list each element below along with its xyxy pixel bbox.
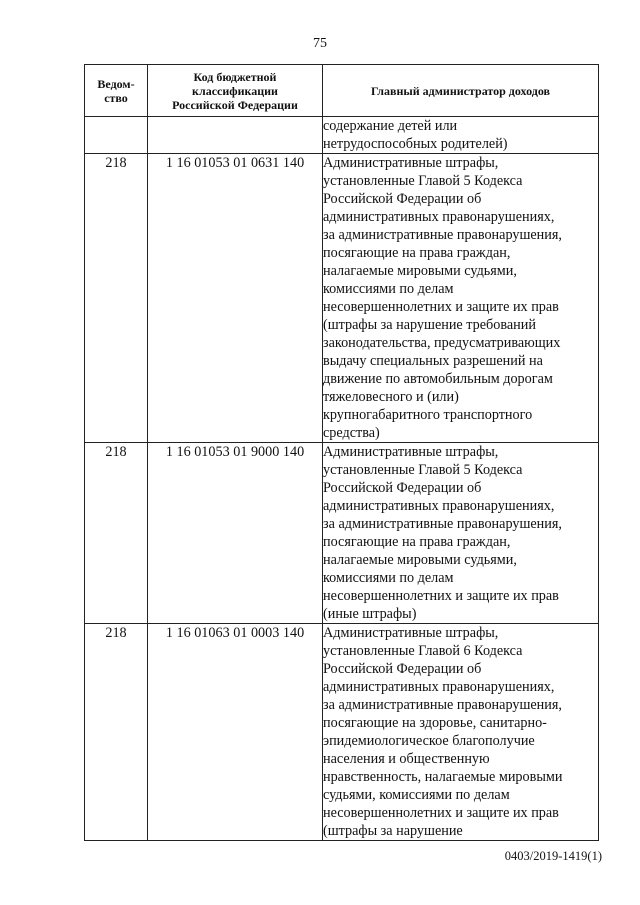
department-cell: 218 [85,154,148,443]
description-line: административных правонарушениях, [323,679,555,695]
description-line: несовершеннолетних и защите их прав [323,805,559,821]
table-row [85,624,599,841]
description-line: Административные штрафы, [323,625,499,641]
header-dept-line: ство [104,90,128,105]
description-line: крупногабаритного транспортного [323,407,533,423]
description-line: эпидемиологическое благополучие [323,733,535,749]
table-row [85,154,599,443]
table-header-row [85,65,599,117]
description-line: Административные штрафы, [323,155,499,171]
description-line: населения и общественную [323,751,490,767]
description-line: административных правонарушениях, [323,498,555,514]
department-cell: 218 [85,443,148,624]
description-line: Российской Федерации об [323,661,482,677]
description-line: посягающие на права граждан, [323,534,511,550]
revenue-description-cell [323,154,599,443]
description-line: установленные Главой 6 Кодекса [323,643,523,659]
description-line: налагаемые мировыми судьями, [323,552,517,568]
description-line: тяжеловесного и (или) [323,389,459,405]
description-line: несовершеннолетних и защите их прав [323,299,559,315]
revenue-description-cell [323,117,599,154]
description-line: движение по автомобильным дорогам [323,371,553,387]
budget-code-cell: 1 16 01053 01 0631 140 [148,154,323,443]
description-line: Российской Федерации об [323,480,482,496]
description-line: налагаемые мировыми судьями, [323,263,517,279]
description-line: посягающие на права граждан, [323,245,511,261]
description-line: комиссиями по делам [323,570,454,586]
description-line: содержание детей или [323,118,458,134]
description-line: посягающие на здоровье, санитарно- [323,715,547,731]
description-line: нетрудоспособных родителей) [323,136,508,152]
budget-code-cell: 1 16 01053 01 9000 140 [148,443,323,624]
description-line: Российской Федерации об [323,191,482,207]
description-line: выдачу специальных разрешений на [323,353,543,369]
description-line: комиссиями по делам [323,281,454,297]
table-row [85,443,599,624]
description-line: (штрафы за нарушение [323,823,463,839]
table-body [85,117,599,841]
description-line: (штрафы за нарушение требований [323,317,536,333]
revenue-description-cell [323,624,599,841]
header-code-line: Код бюджетной [193,69,277,84]
department-cell [85,117,148,154]
header-code-line: классификации [192,83,278,98]
revenue-description-cell [323,443,599,624]
description-line: установленные Главой 5 Кодекса [323,173,523,189]
header-code [148,65,323,117]
description-line: Административные штрафы, [323,444,499,460]
description-line: установленные Главой 5 Кодекса [323,462,523,478]
description-line: (иные штрафы) [323,606,417,622]
table-row [85,117,599,154]
header-admin: Главный администратор доходов [323,65,599,117]
description-line: средства) [323,425,380,441]
description-line: законодательства, предусматривающих [323,335,561,351]
description-line: за административные правонарушения, [323,227,562,243]
header-code-line: Российской Федерации [172,97,298,112]
description-line: нравственность, налагаемые мировыми [323,769,563,785]
header-dept [85,65,148,117]
budget-code-cell: 1 16 01063 01 0003 140 [148,624,323,841]
page-number: 75 [313,36,327,51]
description-line: судьями, комиссиями по делам [323,787,510,803]
header-dept-line: Ведом- [97,76,135,91]
budget-code-cell [148,117,323,154]
description-line: несовершеннолетних и защите их прав [323,588,559,604]
budget-classification-table [84,64,599,841]
description-line: за административные правонарушения, [323,697,562,713]
description-line: административных правонарушениях, [323,209,555,225]
description-line: за административные правонарушения, [323,516,562,532]
department-cell: 218 [85,624,148,841]
document-code: 0403/2019-1419(1) [504,849,602,863]
